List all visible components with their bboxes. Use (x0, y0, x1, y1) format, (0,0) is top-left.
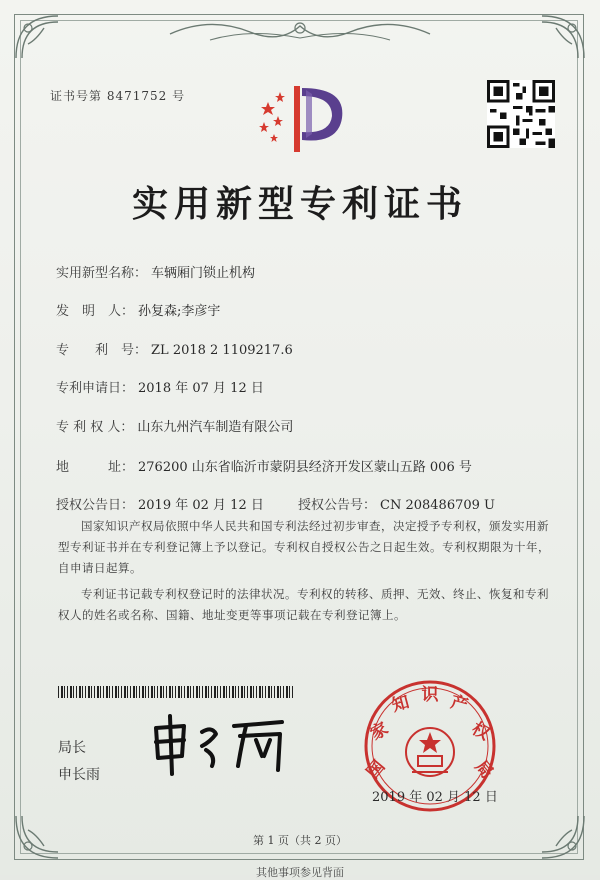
corner-ornament-top-right (540, 14, 586, 60)
field-name (56, 262, 255, 281)
signature-title: 局长 (58, 740, 86, 756)
field-grant-date-value: 2019 年 02 月 12 日 (138, 498, 264, 513)
field-inventor (56, 300, 220, 319)
field-name-label: 实用新型名称： (56, 266, 148, 281)
svg-text:家: 家 (367, 718, 392, 745)
field-patent-no-label: 专 利 号： (56, 343, 148, 358)
footer-note: 其他事项参见背面 (256, 866, 344, 879)
svg-text:识: 识 (421, 685, 439, 705)
certificate-number-suffix: 号 (172, 89, 186, 103)
svg-text:产: 产 (448, 692, 471, 717)
field-patent-no (56, 339, 293, 358)
field-patentee-label: 专 利 权 人： (56, 420, 134, 435)
field-grant-no-value: CN 208486709 U (380, 498, 495, 513)
field-address (56, 456, 472, 475)
certificate-number-value: 8471752 (106, 89, 168, 103)
field-filing-date-value: 2018 年 07 月 12 日 (138, 381, 264, 396)
field-inventor-value: 孙复森;李彦宇 (138, 304, 221, 319)
svg-text:局: 局 (470, 756, 497, 783)
barcode (58, 686, 294, 698)
field-grant-date (56, 494, 264, 513)
field-patentee-value: 山东九州汽车制造有限公司 (137, 420, 294, 435)
field-address-label: 地 址： (56, 460, 135, 475)
svg-text:权: 权 (468, 718, 493, 745)
signature-name: 申长雨 (58, 767, 100, 783)
legal-paragraph-2: 专利证书记载专利权登记时的法律状况。专利权的转移、质押、无效、终止、恢复和专利权人的姓名或名称、国籍、地址变更等事项记载在专利登记簿上。 (58, 587, 549, 622)
top-ornament (150, 14, 450, 48)
certificate-number-label: 证书号第 (50, 89, 103, 103)
certificate-number (50, 87, 185, 104)
qr-code-icon (487, 80, 555, 148)
field-filing-date-label: 专利申请日： (56, 381, 135, 396)
field-grant-no-label: 授权公告号： (298, 498, 377, 513)
field-address-value: 276200 山东省临沂市蒙阴县经济开发区蒙山五路 006 号 (138, 460, 472, 475)
legal-paragraph-1: 国家知识产权局依照中华人民共和国专利法经过初步审查，决定授予专利权，颁发实用新型专利证书并在专利登记簿上予以登记。专利权自授权公告之日起生效。专利权期限为十年，自申请日起算。 (58, 519, 550, 575)
corner-ornament-top-left (14, 14, 60, 60)
seal-date: 2019 年 02 月 12 日 (372, 790, 498, 805)
handwritten-signature (150, 712, 300, 782)
certificate-title: 实用新型专利证书 (131, 183, 468, 225)
svg-text:知: 知 (389, 692, 412, 717)
field-patentee (56, 416, 293, 435)
field-grant-date-label: 授权公告日： (56, 498, 135, 513)
field-grant-no (298, 494, 495, 513)
field-filing-date (56, 377, 264, 396)
field-inventor-label: 发 明 人： (56, 304, 135, 319)
field-patent-no-value: ZL 2018 2 1109217.6 (151, 343, 293, 358)
page-number: 第 1 页（共 2 页） (253, 834, 347, 847)
field-name-value: 车辆厢门锁止机构 (151, 266, 256, 281)
svg-text:国: 国 (363, 756, 390, 783)
cnipa-logo-icon (254, 78, 350, 160)
